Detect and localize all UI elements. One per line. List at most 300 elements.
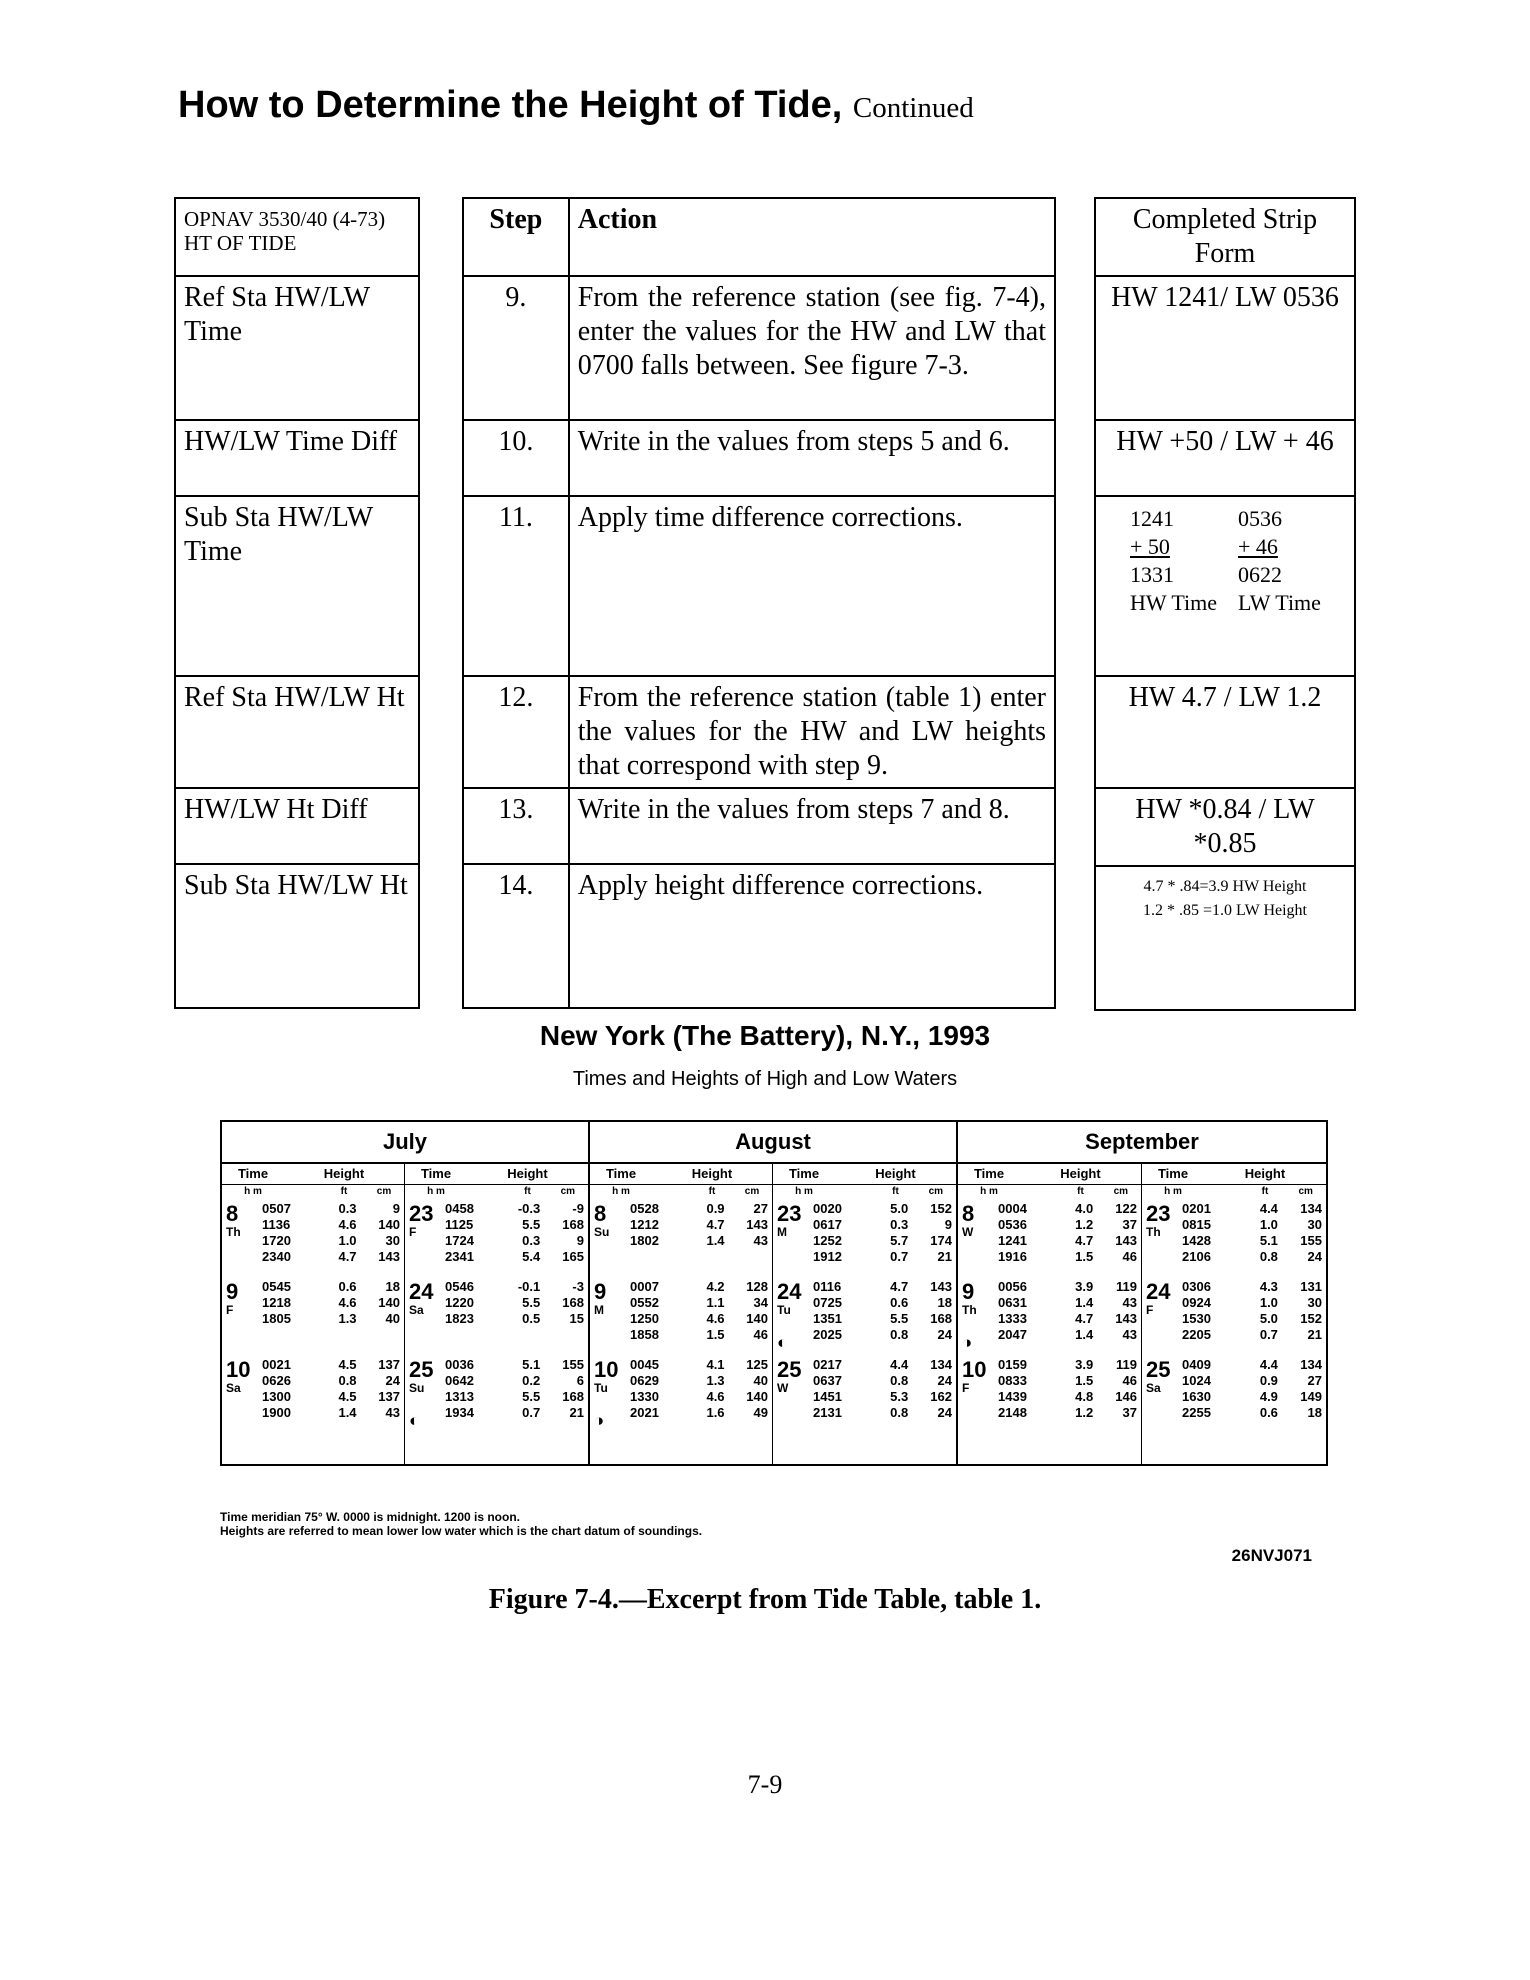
tide-entry: [1180, 1357, 1322, 1373]
tide-value: 1212: [630, 1217, 659, 1232]
footnote-datum: Heights are referred to mean lower low water which is the chart datum of soundings.: [220, 1524, 703, 1538]
tide-entry: [811, 1249, 952, 1265]
tide-value: 0.9: [706, 1201, 725, 1216]
hw-time-label: HW Time: [1130, 590, 1218, 615]
column-header-label: Height: [875, 1166, 916, 1181]
step-action: Apply time difference corrections.: [569, 496, 1055, 676]
tide-day: [1142, 1357, 1326, 1433]
tide-entry: [443, 1249, 584, 1265]
tide-value: 0409: [1182, 1357, 1211, 1372]
step-header: Step: [463, 198, 569, 276]
tide-table: [220, 1120, 1328, 1466]
tide-entry: [260, 1405, 400, 1421]
tide-value: 5.1: [1259, 1233, 1278, 1248]
tide-value: 4.8: [1075, 1389, 1094, 1404]
tide-value: 1.5: [1075, 1249, 1094, 1264]
tide-value: 1.3: [706, 1373, 725, 1388]
moon-phase-icon: ◐: [409, 1411, 420, 1430]
tide-value: 43: [1122, 1295, 1137, 1310]
tide-value: 0217: [813, 1357, 842, 1372]
unit-label: [652, 1185, 692, 1199]
hw-height-calc: 4.7 * .84=3.9 HW Height: [1143, 878, 1307, 895]
tide-value: 155: [562, 1357, 584, 1372]
figure-caption: Figure 7-4.—Excerpt from Tide Table, table 1.: [488, 1584, 1042, 1615]
day-number: 23: [1146, 1201, 1171, 1226]
tide-value: 5.5: [890, 1311, 909, 1326]
day-number: 8: [962, 1201, 975, 1226]
weekday: Tu: [594, 1381, 608, 1395]
month-name: September: [958, 1122, 1326, 1164]
column-header-label: Height: [1060, 1166, 1101, 1181]
column-header: [222, 1164, 404, 1185]
lw-ref-time: 0536: [1238, 506, 1282, 531]
tide-value: 0.8: [890, 1373, 909, 1388]
weekday: W: [962, 1225, 974, 1239]
tide-value: 1630: [1182, 1389, 1211, 1404]
tide-value: 1.0: [1259, 1295, 1278, 1310]
hw-ref-time: 1241: [1130, 506, 1174, 531]
tide-value: 1.4: [706, 1233, 725, 1248]
tide-value: 40: [385, 1311, 400, 1326]
tide-entry: [443, 1357, 584, 1373]
tide-value: 143: [1115, 1233, 1137, 1248]
day-number: 23: [777, 1201, 802, 1226]
tide-value: 134: [930, 1357, 952, 1372]
tide-value: 46: [1122, 1249, 1137, 1264]
tide-entry: [996, 1357, 1137, 1373]
tide-entry: [811, 1373, 952, 1389]
tide-value: 1530: [1182, 1311, 1211, 1326]
tide-value: 5.0: [890, 1201, 909, 1216]
column-header-label: [1204, 1164, 1245, 1184]
tide-entry: [628, 1279, 768, 1295]
unit-label: ft: [1077, 1186, 1084, 1197]
day-number: 10: [594, 1357, 619, 1382]
unit-label: h m: [612, 1186, 630, 1197]
column-header: [958, 1164, 1141, 1185]
tide-value: 128: [746, 1279, 768, 1294]
tide-value: 165: [562, 1249, 584, 1264]
day-column: [958, 1164, 1142, 1464]
weekday: Sa: [226, 1381, 241, 1395]
tide-value: 143: [378, 1249, 400, 1264]
tide-value: 5.0: [1259, 1311, 1278, 1326]
tide-entry: [1180, 1249, 1322, 1265]
tide-value: 0.3: [338, 1201, 357, 1216]
tide-value: 1333: [998, 1311, 1027, 1326]
tide-entry: [996, 1217, 1137, 1233]
column-header-label: [835, 1164, 875, 1184]
tide-value: 30: [385, 1233, 400, 1248]
tide-value: 4.7: [706, 1217, 725, 1232]
day-number: 25: [777, 1357, 802, 1382]
tide-value: 24: [385, 1373, 400, 1388]
tide-entry: [628, 1357, 768, 1373]
tide-value: 37: [1122, 1217, 1137, 1232]
tide-value: 0536: [998, 1217, 1027, 1232]
unit-label: cm: [744, 1186, 760, 1197]
tide-day: [1142, 1279, 1326, 1355]
tide-day: [958, 1279, 1141, 1355]
tide-value: 146: [1115, 1389, 1137, 1404]
tide-entry: [260, 1389, 400, 1405]
tide-value: 140: [746, 1311, 768, 1326]
tide-value: 0.8: [1259, 1249, 1278, 1264]
tide-value: 125: [746, 1357, 768, 1372]
tide-value: 137: [378, 1357, 400, 1372]
column-header-label: Time: [788, 1166, 820, 1181]
column-header-label: Time: [237, 1166, 269, 1181]
tide-value: 1024: [1182, 1373, 1211, 1388]
tide-value: 6: [576, 1373, 584, 1388]
tide-value: 4.7: [1075, 1233, 1094, 1248]
tide-entry: [628, 1389, 768, 1405]
day-number: 23: [409, 1201, 434, 1226]
unit-label: ft: [1261, 1186, 1269, 1197]
unit-label: h m: [795, 1186, 813, 1197]
tide-entry: [1180, 1295, 1322, 1311]
footnote-meridian: Time meridian 75° W. 0000 is midnight. 1200 is noon.: [220, 1510, 521, 1524]
day-number: 24: [1146, 1279, 1171, 1304]
column-header-label: Height: [323, 1166, 365, 1181]
weekday: Th: [226, 1225, 241, 1239]
tide-value: 1218: [262, 1295, 291, 1310]
tide-entry: [996, 1327, 1137, 1343]
form-id: OPNAV 3530/40 (4-73): [184, 207, 386, 231]
tide-value: 0617: [813, 1217, 842, 1232]
day-number: 24: [409, 1279, 434, 1304]
label-ref-ht: Ref Sta HW/LW Ht: [175, 676, 419, 788]
tide-entry: [260, 1373, 400, 1389]
step-action: Apply height difference corrections.: [569, 864, 1055, 1008]
tide-value: 21: [1307, 1327, 1322, 1342]
column-header: [405, 1164, 588, 1185]
tide-value: 5.5: [522, 1389, 541, 1404]
tide-value: 0.6: [338, 1279, 357, 1294]
tide-value: 162: [930, 1389, 952, 1404]
column-header-label: Time: [973, 1166, 1005, 1181]
strip-row-13: HW *0.84 / LW *0.85: [1095, 788, 1355, 866]
tide-value: -9: [572, 1201, 584, 1216]
tide-value: 137: [378, 1389, 400, 1404]
weekday: M: [594, 1303, 604, 1317]
column-header-label: [364, 1164, 404, 1184]
tide-value: 30: [1307, 1295, 1322, 1310]
tide-value: 2341: [445, 1249, 474, 1264]
unit-row: [590, 1185, 772, 1199]
tide-value: 4.9: [1259, 1389, 1278, 1404]
unit-label: h m: [244, 1186, 262, 1197]
unit-label: cm: [560, 1186, 576, 1197]
tide-entry: [628, 1201, 768, 1217]
unit-label: ft: [708, 1186, 716, 1197]
tide-table-subtitle: Times and Heights of High and Low Waters: [572, 1068, 958, 1090]
tide-footnotes: [220, 1510, 702, 1538]
tide-value: 168: [562, 1295, 584, 1310]
tide-entry: [1180, 1279, 1322, 1295]
column-header-label: Time: [605, 1166, 637, 1181]
tide-value: 0021: [262, 1357, 291, 1372]
tide-entry: [443, 1201, 584, 1217]
step-action: Write in the values from steps 5 and 6.: [569, 420, 1055, 496]
tide-value: 1.5: [1075, 1373, 1094, 1388]
hw-correction: + 50: [1130, 534, 1170, 559]
tide-value: 1802: [630, 1233, 659, 1248]
tide-value: 134: [1300, 1201, 1322, 1216]
lw-time-label: LW Time: [1238, 590, 1321, 615]
strip-header: Completed Strip Form: [1095, 198, 1355, 276]
tide-value: 1720: [262, 1233, 291, 1248]
tide-entry: [443, 1389, 584, 1405]
tide-value: 5.3: [890, 1389, 909, 1404]
unit-label: [835, 1185, 875, 1199]
tide-value: -3: [572, 1279, 584, 1294]
form-name: HT OF TIDE: [184, 231, 297, 255]
month-september: [958, 1122, 1326, 1464]
tide-value: 152: [1300, 1311, 1322, 1326]
label-sub-time: Sub Sta HW/LW Time: [175, 496, 419, 676]
weekday: Sa: [409, 1303, 424, 1317]
tide-value: 3.9: [1075, 1279, 1094, 1294]
day-number: 25: [1146, 1357, 1171, 1382]
tide-value: 143: [746, 1217, 768, 1232]
tide-value: 140: [378, 1295, 400, 1310]
month-august: [590, 1122, 958, 1464]
tide-entry: [260, 1279, 400, 1295]
tide-value: 1.2: [1075, 1217, 1094, 1232]
tide-value: 0833: [998, 1373, 1027, 1388]
step-action: From the reference station (table 1) enter the values for the HW and LW heights that correspond with step 9.: [569, 676, 1055, 788]
tide-value: 122: [1115, 1201, 1137, 1216]
tide-value: 49: [753, 1405, 768, 1420]
tide-value: 4.5: [338, 1357, 357, 1372]
strip-row-12: HW 4.7 / LW 1.2: [1095, 676, 1355, 788]
tide-value: 4.3: [1259, 1279, 1278, 1294]
tide-value: 0056: [998, 1279, 1027, 1294]
tide-day: [590, 1279, 772, 1355]
unit-row: [773, 1185, 956, 1199]
tide-value: 1.4: [338, 1405, 357, 1420]
tide-entry: [811, 1295, 952, 1311]
tide-value: 5.5: [522, 1217, 541, 1232]
form-labels-table: [174, 197, 420, 1009]
tide-value: -0.3: [517, 1201, 541, 1216]
tide-value: 143: [930, 1279, 952, 1294]
tide-value: 0528: [630, 1201, 659, 1216]
tide-value: 1252: [813, 1233, 842, 1248]
tide-value: 1912: [813, 1249, 842, 1264]
tide-value: 0507: [262, 1201, 291, 1216]
tide-value: 0.7: [890, 1249, 909, 1264]
tide-entry: [811, 1389, 952, 1405]
unit-label: h m: [980, 1186, 998, 1197]
tide-entry: [1180, 1233, 1322, 1249]
label-time-diff: HW/LW Time Diff: [175, 420, 419, 496]
column-header-label: Time: [1157, 1166, 1189, 1181]
page-number: 7-9: [747, 1770, 783, 1799]
weekday: M: [777, 1225, 787, 1239]
day-number: 9: [594, 1279, 607, 1304]
strip-form-table: [1094, 197, 1356, 1011]
tide-value: 2148: [998, 1405, 1027, 1420]
day-column: [222, 1164, 405, 1464]
tide-value: 174: [930, 1233, 952, 1248]
tide-value: 15: [569, 1311, 584, 1326]
moon-phase-icon: ◐: [777, 1333, 788, 1352]
tide-value: 0.8: [890, 1327, 909, 1342]
tide-value: 34: [753, 1295, 768, 1310]
tide-value: 1724: [445, 1233, 474, 1248]
tide-value: 4.7: [1075, 1311, 1094, 1326]
tide-entry: [260, 1233, 400, 1249]
day-number: 24: [777, 1279, 802, 1304]
day-number: 25: [409, 1357, 434, 1382]
tide-entry: [260, 1201, 400, 1217]
unit-label: h m: [1164, 1186, 1182, 1197]
tide-value: 1428: [1182, 1233, 1211, 1248]
tide-value: 0.6: [890, 1295, 909, 1310]
tide-value: 2021: [630, 1405, 659, 1420]
tide-value: 0116: [813, 1279, 842, 1294]
day-number: 10: [962, 1357, 987, 1382]
tide-value: 1.3: [338, 1311, 357, 1326]
tide-day: [405, 1201, 588, 1277]
unit-row: [222, 1185, 404, 1199]
tide-entry: [1180, 1201, 1322, 1217]
tide-value: 1136: [262, 1217, 291, 1232]
tide-value: 0642: [445, 1373, 474, 1388]
tide-value: 152: [930, 1201, 952, 1216]
tide-value: 0.7: [1259, 1327, 1278, 1342]
tide-value: 2340: [262, 1249, 291, 1264]
tide-value: 4.1: [706, 1357, 725, 1372]
tide-value: 0545: [262, 1279, 291, 1294]
tide-value: 1300: [262, 1389, 291, 1404]
unit-label: [284, 1185, 324, 1199]
unit-label: h m: [427, 1186, 445, 1197]
tide-entry: [811, 1217, 952, 1233]
tide-entry: [443, 1217, 584, 1233]
tide-value: 9: [392, 1201, 400, 1216]
tide-day: [773, 1201, 956, 1277]
column-header: [773, 1164, 956, 1185]
tide-value: 134: [1300, 1357, 1322, 1372]
tide-value: 2255: [1182, 1405, 1211, 1420]
tide-value: 149: [1300, 1389, 1322, 1404]
tide-value: 1220: [445, 1295, 474, 1310]
moon-phase-icon: ◑: [962, 1333, 973, 1352]
tide-entry: [628, 1233, 768, 1249]
tide-entry: [1180, 1327, 1322, 1343]
label-sub-ht: Sub Sta HW/LW Ht: [175, 864, 419, 1008]
tide-value: 1241: [998, 1233, 1027, 1248]
tide-value: 43: [753, 1233, 768, 1248]
tide-value: 4.4: [1259, 1201, 1278, 1216]
month-name: August: [590, 1122, 956, 1164]
unit-row: [958, 1185, 1141, 1199]
tide-value: 0.3: [522, 1233, 541, 1248]
tide-value: 27: [753, 1201, 768, 1216]
tide-entry: [811, 1405, 952, 1421]
day-column: [1142, 1164, 1326, 1464]
tide-value: 24: [1307, 1249, 1322, 1264]
tide-value: 40: [753, 1373, 768, 1388]
hw-result: 1331: [1130, 562, 1174, 587]
column-header-label: [467, 1164, 507, 1184]
tide-value: 0159: [998, 1357, 1027, 1372]
step-number: 14.: [463, 864, 569, 1008]
unit-row: [405, 1185, 588, 1199]
tide-value: 1.1: [706, 1295, 725, 1310]
tide-entry: [628, 1373, 768, 1389]
tide-entry: [811, 1233, 952, 1249]
lw-correction: + 46: [1238, 534, 1278, 559]
tide-value: 0626: [262, 1373, 291, 1388]
tide-entry: [628, 1327, 768, 1343]
tide-entry: [260, 1311, 400, 1327]
weekday: Tu: [777, 1303, 791, 1317]
unit-row: [1142, 1185, 1326, 1199]
column-header-label: Time: [420, 1166, 452, 1181]
tide-entry: [1180, 1373, 1322, 1389]
tide-day: [222, 1279, 404, 1355]
weekday: Sa: [1146, 1381, 1161, 1395]
tide-value: 168: [562, 1389, 584, 1404]
tide-entry: [811, 1311, 952, 1327]
tide-entry: [996, 1311, 1137, 1327]
tide-value: 1.4: [1075, 1327, 1094, 1342]
tide-day: [405, 1279, 588, 1355]
tide-value: 4.6: [338, 1295, 357, 1310]
column-header-label: [652, 1164, 692, 1184]
tide-entry: [996, 1233, 1137, 1249]
tide-entry: [260, 1217, 400, 1233]
day-column: [405, 1164, 588, 1464]
tide-value: 0306: [1182, 1279, 1211, 1294]
tide-entry: [996, 1405, 1137, 1421]
column-header-label: [548, 1164, 588, 1184]
strip-row-11: [1095, 496, 1355, 676]
tide-value: 1351: [813, 1311, 842, 1326]
tide-value: 143: [1115, 1311, 1137, 1326]
tide-value: 37: [1122, 1405, 1137, 1420]
label-ref-time: Ref Sta HW/LW Time: [175, 276, 419, 420]
action-header: Action: [569, 198, 1055, 276]
tide-value: 0629: [630, 1373, 659, 1388]
tide-value: 2106: [1182, 1249, 1211, 1264]
tide-value: 4.4: [1259, 1357, 1278, 1372]
column-header-label: Height: [691, 1166, 733, 1181]
time-calc: [1104, 501, 1346, 617]
day-number: 9: [226, 1279, 239, 1304]
tide-value: 168: [562, 1217, 584, 1232]
strip-row-9: HW 1241/ LW 0536: [1095, 276, 1355, 420]
day-number: 10: [226, 1357, 251, 1382]
tide-value: 5.4: [522, 1249, 541, 1264]
tide-value: 0.5: [522, 1311, 541, 1326]
tide-entry: [1180, 1217, 1322, 1233]
tide-value: 43: [385, 1405, 400, 1420]
tide-value: 4.4: [890, 1357, 909, 1372]
tide-day: [958, 1357, 1141, 1433]
column-header-label: [1020, 1164, 1060, 1184]
tide-value: 1934: [445, 1405, 474, 1420]
tide-entry: [260, 1357, 400, 1373]
tide-value: 1.6: [706, 1405, 725, 1420]
lw-result: 0622: [1238, 562, 1282, 587]
unit-label: cm: [1298, 1186, 1313, 1197]
unit-label: ft: [892, 1186, 899, 1197]
